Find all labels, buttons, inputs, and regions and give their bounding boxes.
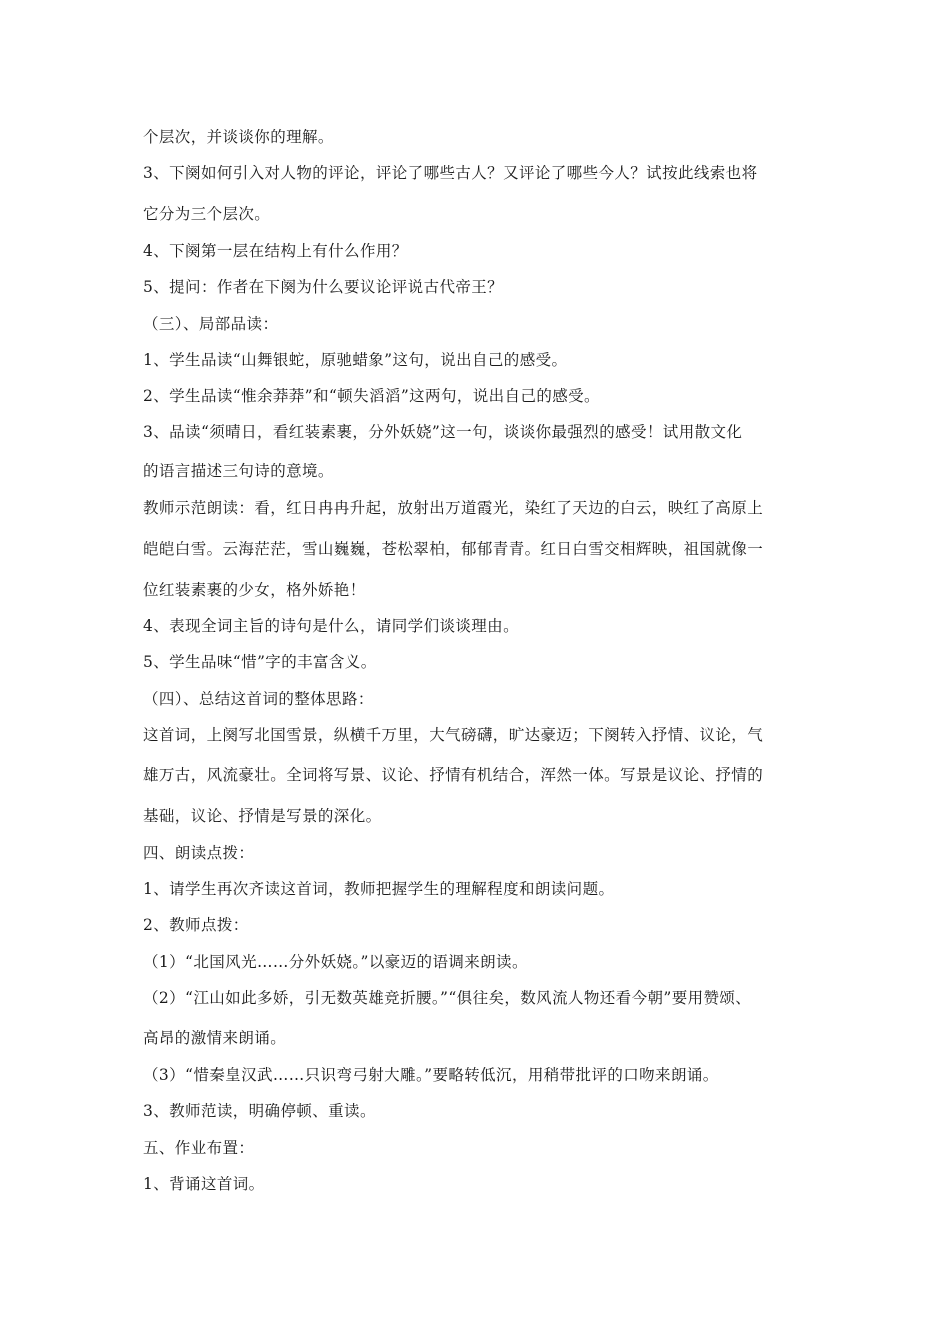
text-line: 皑皑白雪。云海茫茫，雪山巍巍，苍松翠柏，郁郁青青。红日白雪交相辉映，祖国就像一 [143,540,764,558]
text-line: 5、学生品味“惜”字的丰富含义。 [143,653,377,671]
text-line: 4、表现全词主旨的诗句是什么，请同学们谈谈理由。 [143,617,519,635]
text-line: 1、学生品读“山舞银蛇，原驰蜡象”这句，说出自己的感受。 [143,351,568,369]
text-line: 它分为三个层次。 [143,205,271,223]
text-line: 5、提问：作者在下阕为什么要议论评说古代帝王？ [143,278,504,296]
text-line: 3、教师范读，明确停顿、重读。 [143,1102,376,1120]
text-line: 2、学生品读“惟余莽莽”和“顿失滔滔”这两句，说出自己的感受。 [143,387,600,405]
text-line: 3、下阕如何引入对人物的评论，评论了哪些古人？又评论了哪些今人？试按此线索也将 [143,164,758,182]
text-line: 教师示范朗读：看，红日冉冉升起，放射出万道霞光，染红了天边的白云，映红了高原上 [143,499,764,517]
text-line: 这首词，上阕写北国雪景，纵横千万里，大气磅礴，旷达豪迈；下阕转入抒情、议论，气 [143,726,764,744]
text-line: （2）“江山如此多娇，引无数英雄竞折腰。”“俱往矣，数风流人物还看今朝”要用赞颂、 [143,989,752,1007]
text-line: 2、教师点拨： [143,916,249,934]
text-line: 雄万古，风流豪壮。全词将写景、议论、抒情有机结合，浑然一体。写景是议论、抒情的 [143,766,764,784]
text-line: （3）“惜秦皇汉武……只识弯弓射大雕。”要略转低沉，用稍带批评的口吻来朗诵。 [143,1066,719,1084]
section-heading: 四、朗读点拨： [143,844,255,862]
text-line: 基础，议论、抒情是写景的深化。 [143,807,382,825]
section-heading: （三）、局部品读： [143,315,279,333]
text-line: 位红装素裹的少女，格外娇艳！ [143,581,366,599]
section-heading: 五、作业布置： [143,1139,255,1157]
text-line: 的语言描述三句诗的意境。 [143,462,334,480]
text-line: 高昂的激情来朗诵。 [143,1029,287,1047]
text-line: 4、下阕第一层在结构上有什么作用？ [143,242,408,260]
text-line: 1、请学生再次齐读这首词，教师把握学生的理解程度和朗读问题。 [143,880,615,898]
section-heading: （四）、总结这首词的整体思路： [143,690,374,708]
text-line: 个层次，并谈谈你的理解。 [143,128,334,146]
text-line: 1、背诵这首词。 [143,1175,265,1193]
text-line: （1）“北国风光……分外妖娆。”以豪迈的语调来朗读。 [143,953,528,971]
text-line: 3、品读“须晴日，看红装素裹，分外妖娆”这一句，谈谈你最强烈的感受！试用散文化 [143,423,743,441]
